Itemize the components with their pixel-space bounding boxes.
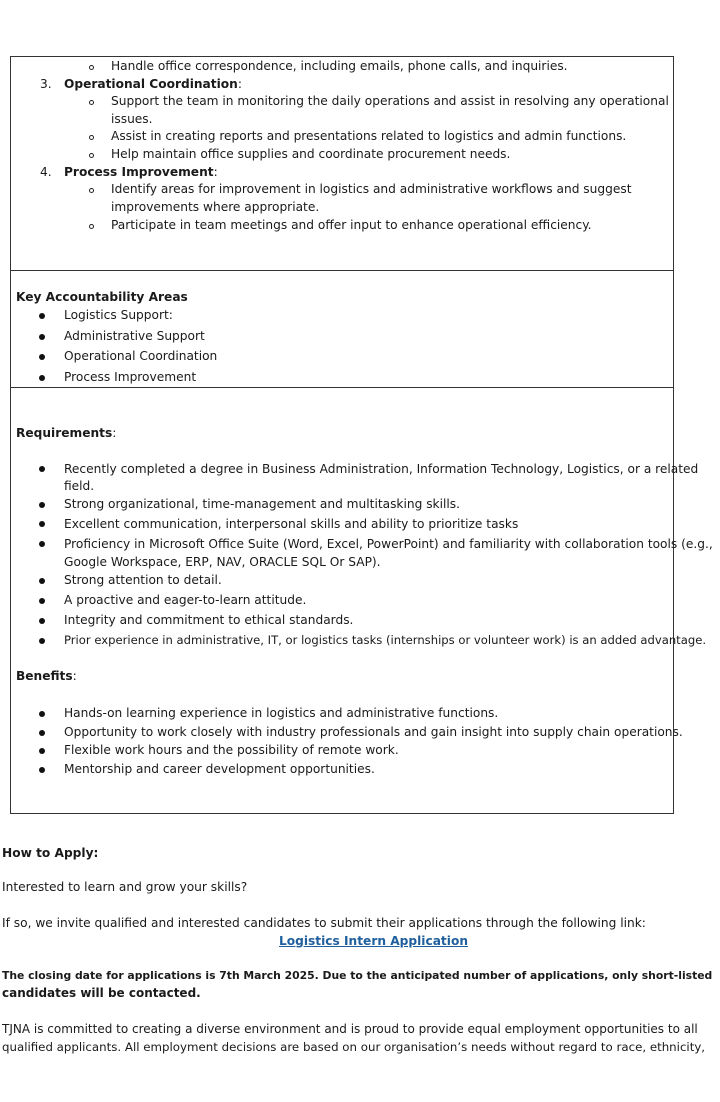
section-heading-operational [64, 76, 242, 93]
bullet-icon [39, 313, 45, 319]
bullet-icon [39, 354, 45, 360]
circle-bullet-icon [89, 100, 94, 105]
benefits-heading [16, 668, 77, 685]
bullet-icon [39, 466, 45, 472]
heading-colon: : [237, 77, 242, 91]
requirement-item-continued: Google Workspace, ERP, NAV, ORACLE SQL Or SAP). [64, 555, 381, 569]
bullet-icon [39, 767, 45, 773]
bullet-icon [39, 618, 45, 624]
section-number: 4. [40, 165, 52, 179]
heading-colon: : [112, 426, 117, 440]
key-accountability-heading: Key Accountability Areas [16, 290, 188, 304]
application-link[interactable]: Logistics Intern Application [279, 934, 468, 948]
bullet-icon [39, 375, 45, 381]
benefit-item: Hands-on learning experience in logistics and administrative functions. [64, 706, 499, 720]
bullet-icon [39, 730, 45, 736]
duty-item: Participate in team meetings and offer input to enhance operational efficiency. [111, 218, 592, 232]
apply-invite: If so, we invite qualified and interested candidates to submit their applications through the following link: [2, 916, 646, 930]
benefit-item: Mentorship and career development opportunities. [64, 762, 375, 776]
benefit-item: Opportunity to work closely with industry professionals and gain insight into supply chain operations. [64, 725, 683, 739]
heading-colon: : [213, 165, 218, 179]
bullet-icon [39, 334, 45, 340]
section-title: Operational Coordination [64, 77, 238, 91]
section-heading-process [64, 164, 218, 181]
benefit-item: Flexible work hours and the possibility of remote work. [64, 743, 399, 757]
bullet-icon [39, 598, 45, 604]
requirement-item: Prior experience in administrative, IT, or logistics tasks (internships or volunteer work) is an added advantage. [64, 633, 707, 647]
circle-bullet-icon [89, 135, 94, 140]
duty-item: Identify areas for improvement in logistics and administrative workflows and suggest [111, 182, 632, 196]
requirements-title: Requirements [16, 426, 113, 440]
requirement-item: Integrity and commitment to ethical standards. [64, 613, 354, 627]
circle-bullet-icon [89, 153, 94, 158]
closing-date-text-continued: candidates will be contacted. [2, 986, 201, 1000]
bullet-icon [39, 521, 45, 527]
bullet-icon [39, 502, 45, 508]
duty-item: Assist in creating reports and presentations related to logistics and admin functions. [111, 129, 627, 143]
duty-item-continued: improvements where appropriate. [111, 200, 320, 214]
accountability-item: Process Improvement [64, 370, 197, 384]
requirement-item: A proactive and eager-to-learn attitude. [64, 593, 307, 607]
accountability-item: Administrative Support [64, 329, 205, 343]
bullet-icon [39, 578, 45, 584]
apply-question: Interested to learn and grow your skills? [2, 880, 248, 894]
circle-bullet-icon [89, 224, 94, 229]
requirement-item-continued: field. [64, 479, 95, 493]
closing-date-text: The closing date for applications is 7th March 2025. Due to the anticipated number of applications, only short-listed [2, 969, 713, 982]
bullet-icon [39, 711, 45, 717]
how-to-apply-heading: How to Apply: [2, 846, 99, 860]
circle-bullet-icon [89, 65, 94, 70]
equal-opportunity-text-continued: qualified applicants. All employment decisions are based on our organisation’s needs without regard to race, ethnicity, [2, 1040, 706, 1054]
bullet-icon [39, 541, 45, 547]
equal-opportunity-text: TJNA is committed to creating a diverse environment and is proud to provide equal employment opportunities to all [2, 1022, 698, 1036]
duty-item: Handle office correspondence, including emails, phone calls, and inquiries. [111, 59, 568, 73]
requirement-item: Strong attention to detail. [64, 573, 222, 587]
requirement-item: Recently completed a degree in Business Administration, Information Technology, Logistics, or a related [64, 462, 699, 476]
requirement-item: Proficiency in Microsoft Office Suite (Word, Excel, PowerPoint) and familiarity with collaboration tools (e.g., [64, 537, 713, 551]
accountability-item: Operational Coordination [64, 349, 218, 363]
bullet-icon [39, 748, 45, 754]
requirement-item: Excellent communication, interpersonal skills and ability to prioritize tasks [64, 517, 519, 531]
duty-item: Help maintain office supplies and coordinate procurement needs. [111, 147, 511, 161]
section-title: Process Improvement [64, 165, 214, 179]
circle-bullet-icon [89, 188, 94, 193]
bullet-icon [39, 638, 45, 644]
requirement-item: Strong organizational, time-management and multitasking skills. [64, 497, 460, 511]
benefits-title: Benefits [16, 669, 73, 683]
section-number: 3. [40, 77, 52, 91]
accountability-item: Logistics Support: [64, 308, 173, 322]
duty-item-continued: issues. [111, 112, 153, 126]
requirements-heading [16, 425, 116, 442]
heading-colon: : [72, 669, 77, 683]
duty-item: Support the team in monitoring the daily operations and assist in resolving any operational [111, 94, 669, 108]
